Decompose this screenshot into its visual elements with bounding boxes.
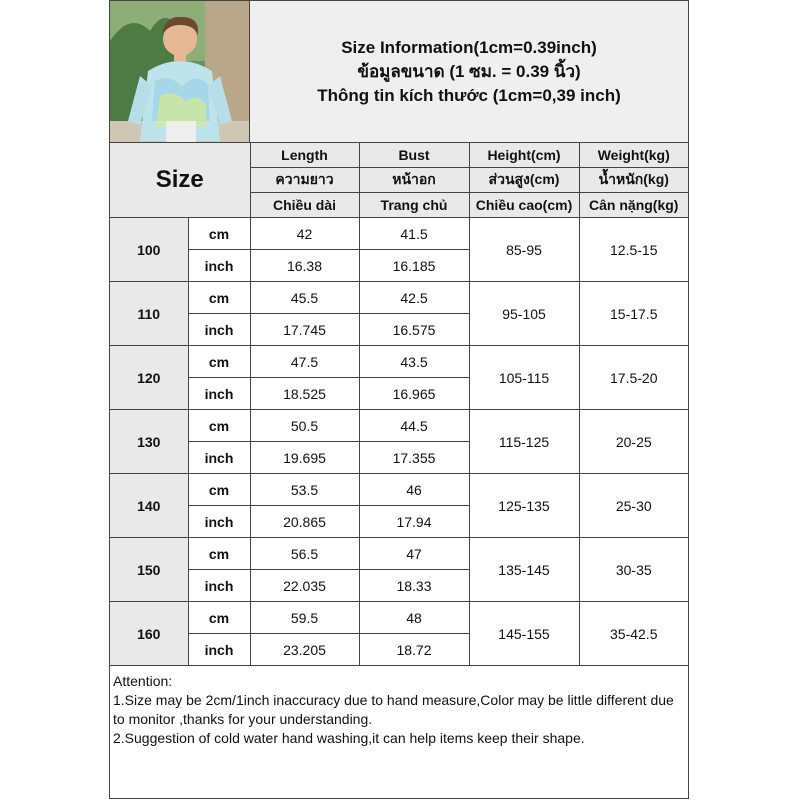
length-cm: 42: [250, 218, 359, 250]
header-length: Length: [250, 143, 359, 168]
weight-range: 25-30: [579, 474, 688, 538]
size-value: 110: [110, 282, 188, 346]
title-vietnamese: Thông tin kích thước (1cm=0,39 inch): [317, 85, 621, 105]
unit-label: cm: [188, 538, 250, 570]
length-cm: 50.5: [250, 410, 359, 442]
unit-label: cm: [188, 218, 250, 250]
height-range: 105-115: [469, 346, 579, 410]
bust-inch: 18.72: [359, 634, 469, 666]
size-row-cm: [110, 218, 688, 250]
unit-label: inch: [188, 570, 250, 602]
header-height-vietnamese: Chiều cao(cm): [469, 193, 579, 218]
size-row-cm: [110, 538, 688, 570]
weight-range: 30-35: [579, 538, 688, 602]
bust-cm: 44.5: [359, 410, 469, 442]
size-value: 120: [110, 346, 188, 410]
bust-inch: 17.355: [359, 442, 469, 474]
length-inch: 22.035: [250, 570, 359, 602]
weight-range: 20-25: [579, 410, 688, 474]
bust-cm: 42.5: [359, 282, 469, 314]
bust-inch: 16.575: [359, 314, 469, 346]
header-weight: Weight(kg): [579, 143, 688, 168]
header-bust-thai: หน้าอก: [359, 168, 469, 193]
header-length-thai: ความยาว: [250, 168, 359, 193]
header-row: [110, 143, 688, 168]
length-cm: 59.5: [250, 602, 359, 634]
length-inch: 16.38: [250, 250, 359, 282]
unit-label: inch: [188, 634, 250, 666]
unit-label: cm: [188, 282, 250, 314]
length-cm: 47.5: [250, 346, 359, 378]
height-range: 135-145: [469, 538, 579, 602]
height-range: 115-125: [469, 410, 579, 474]
unit-label: inch: [188, 378, 250, 410]
header-weight-vietnamese: Cân nặng(kg): [579, 193, 688, 218]
bust-inch: 18.33: [359, 570, 469, 602]
length-inch: 19.695: [250, 442, 359, 474]
bust-cm: 43.5: [359, 346, 469, 378]
size-row-cm: [110, 410, 688, 442]
size-header: Size: [110, 143, 250, 218]
unit-label: inch: [188, 250, 250, 282]
length-cm: 45.5: [250, 282, 359, 314]
attention-heading: Attention:: [113, 673, 173, 689]
size-value: 130: [110, 410, 188, 474]
length-inch: 18.525: [250, 378, 359, 410]
weight-range: 17.5-20: [579, 346, 688, 410]
title-english: Size Information(1cm=0.39inch): [341, 37, 597, 57]
unit-label: inch: [188, 442, 250, 474]
size-row-cm: [110, 602, 688, 634]
title-area: [250, 1, 688, 143]
size-value: 160: [110, 602, 188, 666]
size-row-cm: [110, 346, 688, 378]
note-washing: 2.Suggestion of cold water hand washing,it can help items keep their shape.: [113, 730, 585, 746]
size-row-cm: [110, 474, 688, 506]
header-height-thai: ส่วนสูง(cm): [469, 168, 579, 193]
size-value: 140: [110, 474, 188, 538]
unit-label: inch: [188, 314, 250, 346]
bust-inch: 16.185: [359, 250, 469, 282]
header-bust-vietnamese: Trang chủ: [359, 193, 469, 218]
unit-label: cm: [188, 602, 250, 634]
size-value: 100: [110, 218, 188, 282]
unit-label: cm: [188, 474, 250, 506]
length-cm: 56.5: [250, 538, 359, 570]
weight-range: 35-42.5: [579, 602, 688, 666]
header-height: Height(cm): [469, 143, 579, 168]
weight-range: 12.5-15: [579, 218, 688, 282]
length-inch: 17.745: [250, 314, 359, 346]
bust-cm: 47: [359, 538, 469, 570]
child-photo-image: [110, 1, 250, 143]
unit-label: cm: [188, 346, 250, 378]
bust-cm: 48: [359, 602, 469, 634]
bust-cm: 46: [359, 474, 469, 506]
length-inch: 20.865: [250, 506, 359, 538]
size-value: 150: [110, 538, 188, 602]
height-range: 85-95: [469, 218, 579, 282]
header-bust: Bust: [359, 143, 469, 168]
length-inch: 23.205: [250, 634, 359, 666]
unit-label: cm: [188, 410, 250, 442]
product-photo: [110, 1, 250, 143]
size-row-cm: [110, 282, 688, 314]
header-length-vietnamese: Chiều dài: [250, 193, 359, 218]
title-thai: ข้อมูลขนาด (1 ซม. = 0.39 นิ้ว): [357, 61, 581, 81]
bust-inch: 17.94: [359, 506, 469, 538]
size-chart-sheet: [109, 0, 689, 799]
note-accuracy: 1.Size may be 2cm/1inch inaccuracy due to hand measure,Color may be little different due to monitor ,thanks for your understanding.: [113, 692, 674, 727]
length-cm: 53.5: [250, 474, 359, 506]
bust-inch: 16.965: [359, 378, 469, 410]
header-weight-thai: น้ำหนัก(kg): [579, 168, 688, 193]
height-range: 125-135: [469, 474, 579, 538]
attention-notes: [110, 669, 688, 751]
bust-cm: 41.5: [359, 218, 469, 250]
height-range: 145-155: [469, 602, 579, 666]
weight-range: 15-17.5: [579, 282, 688, 346]
size-table: [110, 143, 688, 666]
unit-label: inch: [188, 506, 250, 538]
height-range: 95-105: [469, 282, 579, 346]
